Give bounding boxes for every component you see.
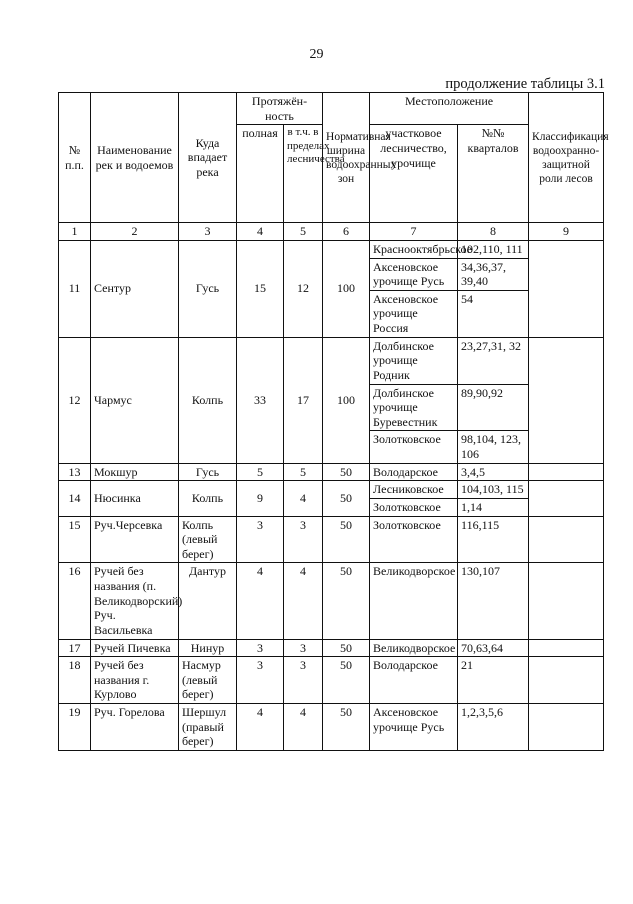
length-full: 4 <box>237 704 284 751</box>
river-name: Чармус <box>91 337 179 463</box>
length-full: 3 <box>237 657 284 704</box>
length-in-forest: 3 <box>284 516 323 563</box>
column-number: 1 <box>59 223 91 241</box>
header-location: Местоположение <box>370 93 529 125</box>
classification-cell <box>529 657 604 704</box>
table-row <box>59 657 604 704</box>
row-number: 12 <box>59 337 91 463</box>
quarter-numbers: 54 <box>458 290 529 337</box>
forestry-name: Золотковское <box>370 431 458 463</box>
forestry-name: Аксеновское урочище Русь <box>370 258 458 290</box>
norm-width: 50 <box>323 563 370 639</box>
row-number: 13 <box>59 463 91 481</box>
forestry-name: Долбинское урочище Родник <box>370 337 458 384</box>
quarter-numbers: 70,63,64 <box>458 639 529 657</box>
column-number: 6 <box>323 223 370 241</box>
header-norm-width: Нормативная ширина водоохранных зон <box>323 93 370 223</box>
forestry-name: Долбинское урочище Буревестник <box>370 384 458 431</box>
row-number: 18 <box>59 657 91 704</box>
table-row <box>59 337 604 384</box>
norm-width: 50 <box>323 516 370 563</box>
table-row <box>59 704 604 751</box>
flows-into: Колпь <box>179 337 237 463</box>
quarter-numbers: 98,104, 123, 106 <box>458 431 529 463</box>
river-name: Ручей без названия (п. Великодворский) Руч. Васильевка <box>91 563 179 639</box>
row-number: 14 <box>59 481 91 516</box>
forestry-name: Лесниковское <box>370 481 458 499</box>
forestry-name: Аксеновское урочище Россия <box>370 290 458 337</box>
row-number: 19 <box>59 704 91 751</box>
forestry-name: Володарское <box>370 657 458 704</box>
header-length-full: полная <box>237 125 284 223</box>
length-full: 5 <box>237 463 284 481</box>
forestry-name: Великодворское <box>370 639 458 657</box>
river-name: Мокшур <box>91 463 179 481</box>
classification-cell <box>529 463 604 481</box>
column-number: 5 <box>284 223 323 241</box>
row-number: 17 <box>59 639 91 657</box>
forestry-name: Аксеновское урочище Русь <box>370 704 458 751</box>
length-in-forest: 17 <box>284 337 323 463</box>
header-flows-into: Куда впадает река <box>179 93 237 223</box>
quarter-numbers: 116,115 <box>458 516 529 563</box>
quarter-numbers: 130,107 <box>458 563 529 639</box>
table-row <box>59 639 604 657</box>
header-num: № п.п. <box>59 93 91 223</box>
length-in-forest: 3 <box>284 657 323 704</box>
classification-cell <box>529 516 604 563</box>
river-name: Сентур <box>91 240 179 337</box>
header-length: Протяжён-ность <box>237 93 323 125</box>
norm-width: 50 <box>323 463 370 481</box>
quarter-numbers: 21 <box>458 657 529 704</box>
header-quarters: №№ кварталов <box>458 125 529 223</box>
header-forestry: участковое лесничество, урочище <box>370 125 458 223</box>
table-continuation-label: продолжение таблицы 3.1 <box>445 76 605 92</box>
column-number: 9 <box>529 223 604 241</box>
table-row <box>59 563 604 639</box>
column-number: 7 <box>370 223 458 241</box>
river-name: Ручей без названия г. Курлово <box>91 657 179 704</box>
length-full: 15 <box>237 240 284 337</box>
length-in-forest: 5 <box>284 463 323 481</box>
length-full: 9 <box>237 481 284 516</box>
flows-into: Насмур (левый берег) <box>179 657 237 704</box>
length-full: 33 <box>237 337 284 463</box>
forestry-name: Краснооктябрьское <box>370 240 458 258</box>
norm-width: 50 <box>323 639 370 657</box>
length-in-forest: 12 <box>284 240 323 337</box>
classification-cell <box>529 337 604 463</box>
row-number: 11 <box>59 240 91 337</box>
row-number: 16 <box>59 563 91 639</box>
quarter-numbers: 3,4,5 <box>458 463 529 481</box>
forestry-name: Золотковское <box>370 498 458 516</box>
header-classification: Классификация водоохранно-защитной роли лесов <box>529 93 604 223</box>
table-row <box>59 481 604 499</box>
length-in-forest: 3 <box>284 639 323 657</box>
norm-width: 100 <box>323 240 370 337</box>
column-number: 4 <box>237 223 284 241</box>
quarter-numbers: 89,90,92 <box>458 384 529 431</box>
norm-width: 50 <box>323 657 370 704</box>
length-full: 4 <box>237 563 284 639</box>
flows-into: Дантур <box>179 563 237 639</box>
flows-into: Шершул (правый берег) <box>179 704 237 751</box>
river-name: Ручей Пичевка <box>91 639 179 657</box>
column-numbers-row <box>59 223 604 241</box>
length-in-forest: 4 <box>284 563 323 639</box>
classification-cell <box>529 563 604 639</box>
classification-cell <box>529 240 604 337</box>
forestry-name: Володарское <box>370 463 458 481</box>
forestry-name: Великодворское <box>370 563 458 639</box>
column-number: 3 <box>179 223 237 241</box>
header-name: Наименование рек и водоемов <box>91 93 179 223</box>
row-number: 15 <box>59 516 91 563</box>
column-number: 2 <box>91 223 179 241</box>
flows-into: Колпь <box>179 481 237 516</box>
quarter-numbers: 1,14 <box>458 498 529 516</box>
norm-width: 100 <box>323 337 370 463</box>
length-in-forest: 4 <box>284 481 323 516</box>
table-row <box>59 516 604 563</box>
table-row <box>59 463 604 481</box>
river-name: Руч. Горелова <box>91 704 179 751</box>
rivers-table <box>58 92 609 751</box>
classification-cell <box>529 704 604 751</box>
forestry-name: Золотковское <box>370 516 458 563</box>
flows-into: Колпь (левый берег) <box>179 516 237 563</box>
quarter-numbers: 102,110, 111 <box>458 240 529 258</box>
classification-cell <box>529 639 604 657</box>
header-length-in-forest: в т.ч. в пределах лесничества <box>284 125 323 223</box>
norm-width: 50 <box>323 704 370 751</box>
flows-into: Нинур <box>179 639 237 657</box>
column-number: 8 <box>458 223 529 241</box>
length-full: 3 <box>237 516 284 563</box>
classification-cell <box>529 481 604 516</box>
page-number: 29 <box>309 47 324 62</box>
norm-width: 50 <box>323 481 370 516</box>
length-full: 3 <box>237 639 284 657</box>
flows-into: Гусь <box>179 240 237 337</box>
length-in-forest: 4 <box>284 704 323 751</box>
table-row <box>59 240 604 258</box>
quarter-numbers: 1,2,3,5,6 <box>458 704 529 751</box>
flows-into: Гусь <box>179 463 237 481</box>
river-name: Руч.Черсевка <box>91 516 179 563</box>
quarter-numbers: 104,103, 115 <box>458 481 529 499</box>
quarter-numbers: 34,36,37, 39,40 <box>458 258 529 290</box>
river-name: Нюсинка <box>91 481 179 516</box>
quarter-numbers: 23,27,31, 32 <box>458 337 529 384</box>
